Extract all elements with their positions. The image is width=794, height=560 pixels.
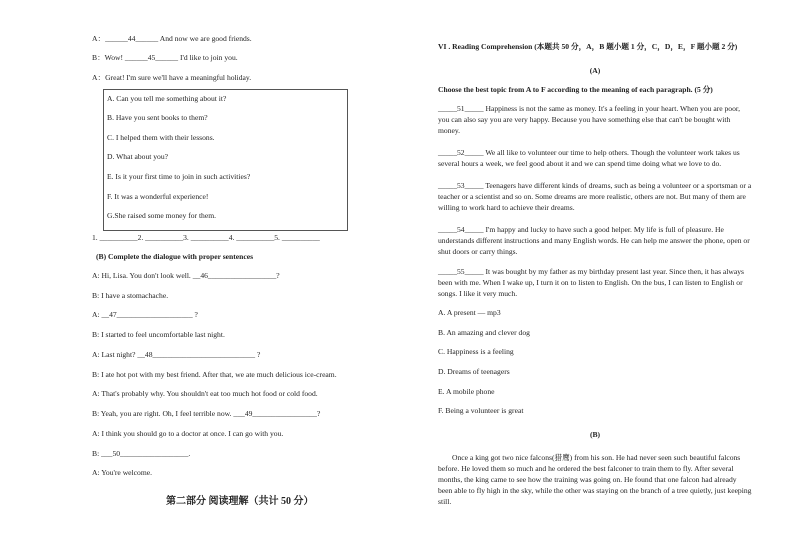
option-item: G.She raised some money for them.	[107, 211, 217, 220]
dialogue-line: A: I think you should go to a doctor at once. I can go with you.	[92, 429, 284, 438]
instruction: Choose the best topic from A to F according to the meaning of each paragraph. (5 分)	[438, 85, 713, 94]
option-item: C. I helped them with their lessons.	[107, 133, 215, 142]
part2-heading: 第二部分 阅读理解（共计 50 分）	[166, 496, 314, 507]
option-item: B. Have you sent books to them?	[107, 113, 208, 122]
dialogue-line: A：Great! I'm sure we'll have a meaningful holiday.	[92, 73, 252, 82]
section-heading: VI . Reading Comprehension (本题共 50 分，A，B 题小题 1 分，C，D，E，F 题小题 2 分)	[438, 42, 738, 51]
topic-option: F. Being a volunteer is great	[438, 406, 524, 415]
paragraph-b: Once a king got two nice falcons(猎鹰) from his son. He had never seen such beautiful falcons before. He loved them so much and he ordered the best falconer to train them to fly. After several months, the king came to see how the training was going on. He found that one falcon had already been able to fly high in the sky, while the other was staying on the branch of a tree quietly, just keeping still.	[438, 453, 752, 506]
paragraph-55: _____55_____ It was bought by my father as my birthday present last year. Since then, it has always been with me. When I wake up, I turn it on to listen to English. On the bus, I can listen to English or songs. I like it very much.	[438, 267, 745, 298]
dialogue-line: B: I ate hot pot with my best friend. After that, we ate much delicious ice-cream.	[92, 370, 337, 379]
dialogue-line: A: Last night? __48___________________________ ?	[92, 350, 261, 359]
topic-option: B. An amazing and clever dog	[438, 328, 530, 337]
topic-option: E. A mobile phone	[438, 387, 495, 396]
option-item: D. What about you?	[107, 152, 169, 161]
dialogue-line: B: Yeah, you are right. Oh, I feel terrible now. ___49_________________?	[92, 409, 321, 418]
topic-option: C. Happiness is a feeling	[438, 347, 514, 356]
dialogue-line: B: ___50__________________.	[92, 449, 191, 458]
dialogue-line: B: I started to feel uncomfortable last night.	[92, 330, 225, 339]
dialogue-line: A: Hi, Lisa. You don't look well. __46__________________?	[92, 271, 280, 280]
a-title: (A)	[589, 66, 601, 75]
paragraph-52: _____52_____ We all like to volunteer our time to help others. Though the volunteer work takes us several hours a week, we feel good about it and we can spend time doing what we love to do.	[438, 148, 740, 168]
dialogue-line: A: You're welcome.	[92, 468, 153, 477]
answer-line: 1. __________2. __________3. __________4. __________5. __________	[92, 233, 320, 242]
dialogue-line: A：______44______ And now we are good friends.	[92, 34, 252, 43]
paragraph-51: _____51_____ Happiness is not the same as money. It's a feeling in your heart. When you are poor, you can also say you are very happy. Because you have something else that can't be bought with money.	[438, 104, 741, 135]
dialogue-line: A: That's probably why. You shouldn't eat too much hot food or cold food.	[92, 389, 318, 398]
dialogue-line: B：Wow! ______45______ I'd like to join you.	[92, 53, 238, 62]
option-item: F. It was a wonderful experience!	[107, 192, 209, 201]
topic-option: D. Dreams of teenagers	[438, 367, 510, 376]
b-title: (B)	[589, 430, 601, 439]
dialogue-line: B: I have a stomachache.	[92, 291, 169, 300]
dialogue-line: A: __47____________________ ?	[92, 310, 198, 319]
topic-option: A. A present — mp3	[438, 308, 501, 317]
option-item: E. Is it your first time to join in such activities?	[107, 172, 251, 181]
part-b-title: (B) Complete the dialogue with proper sentences	[96, 252, 254, 261]
paragraph-53: _____53_____ Teenagers have different kinds of dreams, such as being a volunteer or a sportsman or a teacher or a scientist and so on. Some dreams are more realistic, others are not. But many of them are willing to work hard to achieve their dreams.	[438, 181, 752, 212]
paragraph-54: _____54_____ I'm happy and lucky to have such a good helper. My life is full of pleasure. He understands different instructions and many English words. He can help me answer the phone, open or shut doors or carry things.	[438, 225, 750, 256]
option-item: A. Can you tell me something about it?	[107, 94, 227, 103]
